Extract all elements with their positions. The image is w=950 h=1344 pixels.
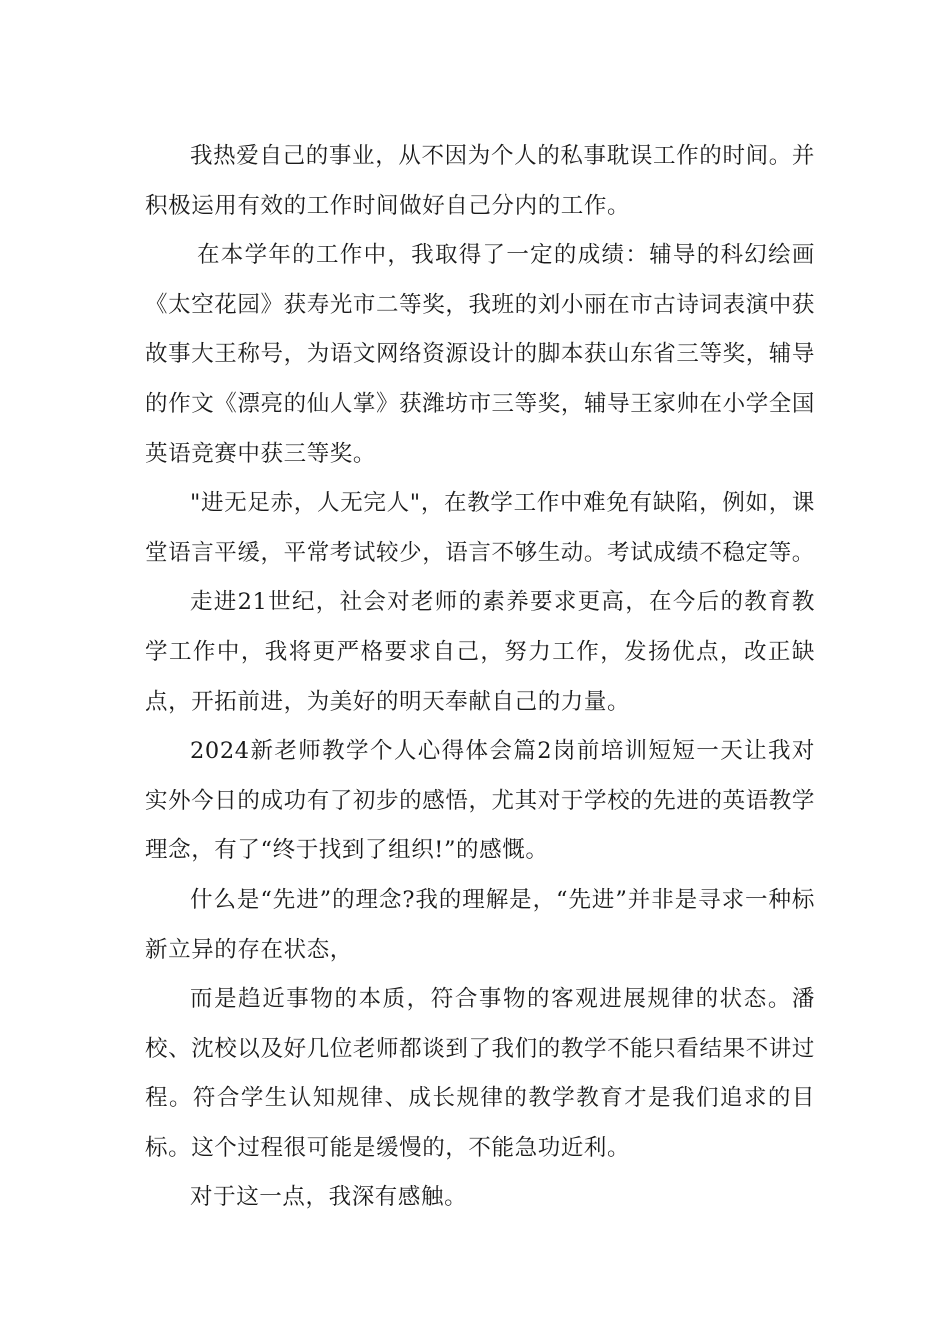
paragraph-1: 我热爱自己的事业，从不因为个人的私事耽误工作的时间。并积极运用有效的工作时间做好自己分内的工作。 xyxy=(145,143,815,219)
paragraph-6: 什么是“先进”的理念?我的理解是，“先进”并非是寻求一种标新立异的存在状态， xyxy=(145,886,815,963)
paragraph-2: 在本学年的工作中，我取得了一定的成绩：辅导的科幻绘画《太空花园》获寿光市二等奖，我班的刘小丽在市古诗词表演中获故事大王称号，为语文网络资源设计的脚本获山东省三等奖，辅导的作文《漂亮的仙人掌》获潍坊市三等奖，辅导王家帅在小学全国英语竞赛中获三等奖。 xyxy=(145,242,815,467)
paragraph-4: 走进21世纪，社会对老师的素养要求更高，在今后的教育教学工作中，我将更严格要求自己，努力工作，发扬优点，改正缺点，开拓前进，为美好的明天奉献自己的力量。 xyxy=(145,589,815,715)
document-body xyxy=(145,132,815,1223)
paragraph-5: 2024新老师教学个人心得体会篇2岗前培训短短一天让我对实外今日的成功有了初步的感悟，尤其对于学校的先进的英语教学理念，有了“终于找到了组织!”的感慨。 xyxy=(145,738,815,864)
paragraph-8: 对于这一点，我深有感触。 xyxy=(190,1184,468,1211)
paragraph-3: "进无足赤，人无完人"，在教学工作中难免有缺陷，例如，课堂语言平缓，平常考试较少，语言不够生动。考试成绩不稳定等。 xyxy=(145,490,815,566)
paragraph-7: 而是趋近事物的本质，符合事物的客观进展规律的状态。潘校、沈校以及好几位老师都谈到了我们的教学不能只看结果不讲过程。符合学生认知规律、成长规律的教学教育才是我们追求的目标。这个过程很可能是缓慢的，不能急功近利。 xyxy=(145,986,815,1161)
